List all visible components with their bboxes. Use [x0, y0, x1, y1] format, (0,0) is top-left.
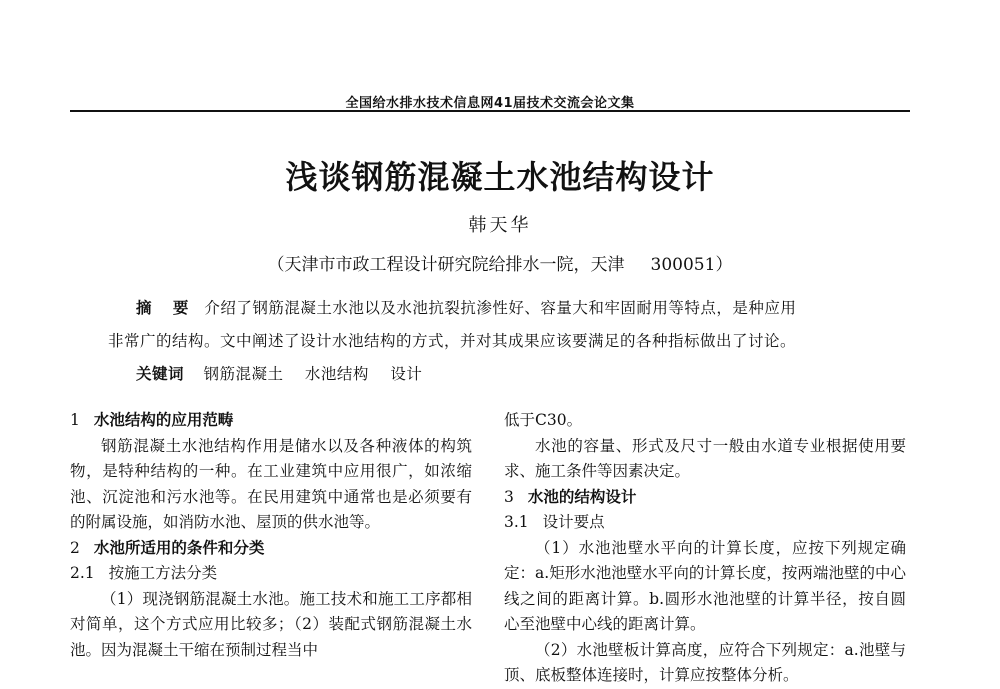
keyword: 水池结构	[304, 365, 369, 383]
keywords-label: 关键词	[136, 365, 185, 383]
section-2-1-heading: 2.1 按施工方法分类	[70, 564, 218, 582]
design-point-2: （2）水池壁板计算高度，应符合下列规定：a.池壁与顶、底板整体连接时，计算应按整体分析。	[504, 640, 906, 684]
section-3-heading: 3 水池的结构设计	[504, 487, 637, 506]
author: 韩天华	[468, 215, 532, 236]
affiliation-text: （天津市市政工程设计研究院给排水一院，天津	[267, 255, 625, 275]
abstract	[108, 292, 878, 391]
postal-code: 300051）	[650, 255, 733, 275]
right-column	[504, 408, 906, 689]
affiliation	[0, 250, 1000, 275]
keyword: 钢筋混凝土	[203, 365, 284, 383]
section-1-paragraph: 钢筋混凝土水池结构作用是储水以及各种液体的构筑物，是特种结构的一种。在工业建筑中应用很广，如浓缩池、沉淀池和污水池等。在民用建筑中通常也是必须要有的附属设施，如消防水池、屋顶的供水池等。	[70, 436, 472, 531]
abstract-line-2: 非常广的结构。文中阐述了设计水池结构的方式，并对其成果应该要满足的各种指标做出了讨论。	[108, 332, 797, 350]
running-header: 全国给水排水技术信息网41届技术交流会论文集	[345, 96, 635, 111]
abstract-line-1	[108, 292, 878, 325]
paper-title: 浅谈钢筋混凝土水池结构设计	[285, 158, 715, 196]
section-2-1-paragraph: （1）现浇钢筋混凝土水池。施工技术和施工工序都相对简单，这个方式应用比较多；（2）装配式钢筋混凝土水池。因为混凝土干缩在预制过程当中	[70, 589, 472, 659]
section-2-heading: 2 水池所适用的条件和分类	[70, 538, 265, 557]
keyword: 设计	[390, 365, 423, 383]
section-3-1-heading: 3.1 设计要点	[504, 513, 605, 531]
header-rule	[70, 110, 910, 112]
abstract-text-1: 介绍了钢筋混凝土水池以及水池抗裂抗渗性好、容量大和牢固耐用等特点，是种应用	[204, 299, 797, 317]
continued-text: 低于C30。	[504, 411, 583, 429]
section-1-heading: 1 水池结构的应用范畴	[70, 411, 234, 429]
keywords	[108, 358, 878, 391]
capacity-paragraph: 水池的容量、形式及尺寸一般由水道专业根据使用要求、施工条件等因素决定。	[504, 436, 906, 480]
left-column	[70, 408, 472, 663]
design-point-1: （1）水池池壁水平向的计算长度，应按下列规定确定：a.矩形水池池壁水平向的计算长度，按两端池壁的中心线之间的距离计算。b.圆形水池池壁的计算半径，按自圆心至池壁中心线的距离计算。	[504, 538, 906, 633]
abstract-label: 摘 要	[136, 299, 197, 317]
